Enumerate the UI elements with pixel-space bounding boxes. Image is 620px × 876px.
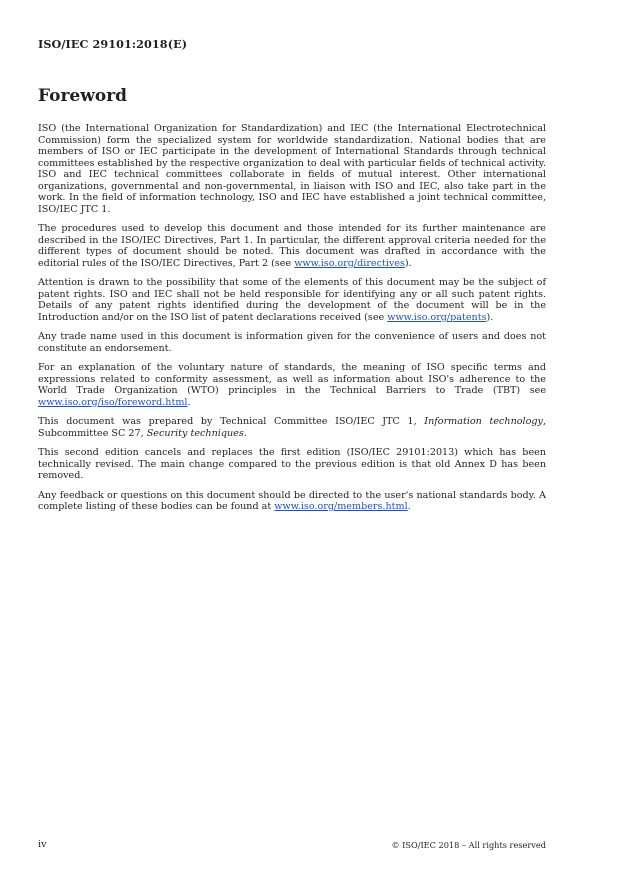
paragraph-voluntary-nature: For an explanation of the voluntary nature of standards, the meaning of ISO specific terms and expressions related to conformity assessment, as well as information about ISO's adherence to the World Trade Organization (WTO) principles in the Technical Barriers to Trade (TBT) see www.iso.org/iso/foreword.html. <box>38 362 546 408</box>
foreword-body <box>38 123 546 521</box>
directives-link[interactable]: www.iso.org/directives <box>294 257 405 269</box>
paragraph-feedback: Any feedback or questions on this document should be directed to the user's national standards body. A complete listing of these bodies can be found at www.iso.org/members.html. <box>38 489 546 512</box>
page-number: iv <box>38 839 47 850</box>
document-id: ISO/IEC 29101:2018(E) <box>38 37 188 51</box>
paragraph-edition: This second edition cancels and replaces the first edition (ISO/IEC 29101:2013) which has been technically revised. The main change compared to the previous edition is that old Annex D has been removed. <box>38 447 546 481</box>
copyright-notice: © ISO/IEC 2018 – All rights reserved <box>391 840 546 850</box>
patents-link[interactable]: www.iso.org/patents <box>387 311 487 323</box>
page-title: Foreword <box>38 86 128 106</box>
paragraph-trade-name: Any trade name used in this document is information given for the convenience of users and does not constitute an endorsement. <box>38 331 546 354</box>
paragraph-committee: This document was prepared by Technical Committee ISO/IEC JTC 1, Information technology, Subcommittee SC 27, Security techniques. <box>38 416 546 439</box>
paragraph-patent-rights: Attention is drawn to the possibility that some of the elements of this document may be the subject of patent rights. ISO and IEC shall not be held responsible for identifying any or all such patent rights. Details of any patent rights identified during the development of the document will be in the Introduction and/or on the ISO list of patent declarations received (see www.iso.org/patents). <box>38 277 546 323</box>
paragraph-procedures: The procedures used to develop this document and those intended for its further maintenance are described in the ISO/IEC Directives, Part 1. In particular, the different approval criteria needed for the different types of document should be noted. This document was drafted in accordance with the editorial rules of the ISO/IEC Directives, Part 2 (see www.iso.org/directives). <box>38 223 546 269</box>
members-link[interactable]: www.iso.org/members.html <box>274 501 408 512</box>
paragraph-iso-iec-intro: ISO (the International Organization for Standardization) and IEC (the International Electrotechnical Commission) form the specialized system for worldwide standardization. National bodies that are members of ISO or IEC participate in the development of International Standards through technical committees established by the respective organization to deal with particular fields of technical activity. ISO and IEC technical committees collaborate in fields of mutual interest. Other international organizations, governmental and non-governmental, in liaison with ISO and IEC, also take part in the work. In the field of information technology, ISO and IEC have established a joint technical committee, ISO/IEC JTC 1. <box>38 123 546 215</box>
foreword-info-link[interactable]: www.iso.org/iso/foreword.html <box>38 396 188 408</box>
